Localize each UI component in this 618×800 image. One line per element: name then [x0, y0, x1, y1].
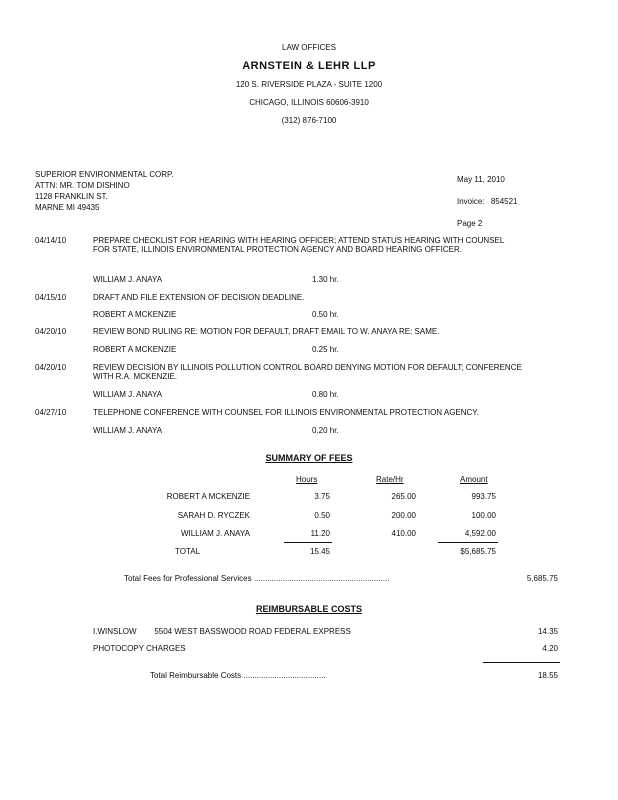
entry-date: 04/15/10: [35, 293, 67, 302]
entry-hours: 0.25 hr.: [312, 345, 339, 354]
summary-row-rate: 265.00: [391, 492, 416, 501]
entry-description: PREPARE CHECKLIST FOR HEARING WITH HEARING OFFICER; ATTEND STATUS HEARING WITH COUNSEL FOR STATE, ILLINOIS ENVIRONMENTAL PROTECTION AGENCY AND BOARD HEARING OFFICER.: [93, 236, 504, 254]
hours-total-rule: [284, 542, 332, 543]
summary-row-amount: 993.75: [471, 492, 496, 501]
cost-item-amount: 14.35: [537, 627, 558, 636]
total-fees-label: Total Fees for Professional Services .............................................................: [124, 574, 390, 583]
summary-row-hours: 0.50: [314, 511, 330, 520]
invoice-number: 854521: [490, 197, 518, 206]
summary-total-hours: 15.45: [309, 547, 330, 556]
client-city: MARNE MI 49435: [35, 203, 100, 212]
entry-hours: 0.50 hr.: [312, 310, 339, 319]
summary-total-amount: $5,685.75: [460, 547, 496, 556]
invoice-date: May 11, 2010: [457, 175, 505, 184]
entry-date: 04/20/10: [35, 327, 67, 336]
entry-description: REVIEW BOND RULING RE: MOTION FOR DEFAULT, DRAFT EMAIL TO W. ANAYA RE: SAME.: [93, 327, 440, 336]
summary-row-amount: 4,592.00: [464, 529, 496, 538]
col-rate-header: Rate/Hr: [376, 475, 404, 484]
costs-title: REIMBURSABLE COSTS: [255, 604, 362, 614]
entry-hours: 0.20 hr.: [312, 426, 339, 435]
summary-row-name: SARAH D. RYCZEK: [177, 511, 250, 520]
firm-phone: (312) 876-7100: [281, 116, 337, 125]
cost-item-label: PHOTOCOPY CHARGES: [93, 644, 186, 653]
summary-row-rate: 410.00: [391, 529, 416, 538]
client-name: SUPERIOR ENVIRONMENTAL CORP.: [35, 170, 174, 179]
summary-title: SUMMARY OF FEES: [265, 453, 353, 463]
entry-attorney: ROBERT A MCKENZIE: [93, 310, 177, 319]
firm-address-line2: CHICAGO, ILLINOIS 60606-3910: [249, 98, 369, 107]
costs-total-amount: 18.55: [537, 671, 558, 680]
entry-date: 04/20/10: [35, 363, 67, 372]
summary-row-hours: 11.20: [310, 529, 330, 538]
entry-hours: 1.30 hr.: [312, 275, 339, 284]
firm-address-line1: 120 S. RIVERSIDE PLAZA - SUITE 1200: [235, 80, 383, 89]
summary-row-amount: 100.00: [471, 511, 496, 520]
entry-attorney: ROBERT A MCKENZIE: [93, 345, 177, 354]
entry-description: TELEPHONE CONFERENCE WITH COUNSEL FOR ILLINOIS ENVIRONMENTAL PROTECTION AGENCY.: [93, 408, 479, 417]
entry-attorney: WILLIAM J. ANAYA: [93, 426, 163, 435]
client-attn: ATTN: MR. TOM DISHINO: [35, 181, 130, 190]
summary-total-label: TOTAL: [175, 547, 201, 556]
summary-row-hours: 3.75: [314, 492, 330, 501]
entry-attorney: WILLIAM J. ANAYA: [93, 275, 163, 284]
cost-item-label: I.WINSLOW 5504 WEST BASSWOOD ROAD FEDERAL EXPRESS: [93, 627, 351, 636]
invoice-number-row: [457, 197, 518, 206]
entry-description: DRAFT AND FILE EXTENSION OF DECISION DEADLINE.: [93, 293, 305, 302]
costs-total-label: Total Reimbursable Costs .....................................: [150, 671, 326, 680]
invoice-label: Invoice:: [457, 197, 485, 206]
entry-hours: 0.80 hr.: [312, 390, 339, 399]
summary-row-name: ROBERT A MCKENZIE: [166, 492, 250, 501]
total-fees-amount: 5,685.75: [526, 574, 558, 583]
amount-total-rule: [438, 542, 498, 543]
client-street: 1128 FRANKLIN ST.: [35, 192, 108, 201]
entry-attorney: WILLIAM J. ANAYA: [93, 390, 163, 399]
col-amount-header: Amount: [460, 475, 488, 484]
entry-date: 04/27/10: [35, 408, 67, 417]
costs-total-rule: [483, 662, 560, 663]
cost-item-amount: 4.20: [542, 644, 558, 653]
entry-description: REVIEW DECISION BY ILLINOIS POLLUTION CONTROL BOARD DENYING MOTION FOR DEFAULT; CONFERENCE WITH R.A. MCKENZIE.: [93, 363, 522, 381]
firm-name: ARNSTEIN & LEHR LLP: [242, 60, 376, 72]
letterhead-label: LAW OFFICES: [282, 43, 336, 52]
page-number: Page 2: [457, 219, 483, 228]
summary-row-rate: 200.00: [391, 511, 416, 520]
col-hours-header: Hours: [296, 475, 318, 484]
entry-date: 04/14/10: [35, 236, 67, 245]
summary-row-name: WILLIAM J. ANAYA: [180, 529, 250, 538]
